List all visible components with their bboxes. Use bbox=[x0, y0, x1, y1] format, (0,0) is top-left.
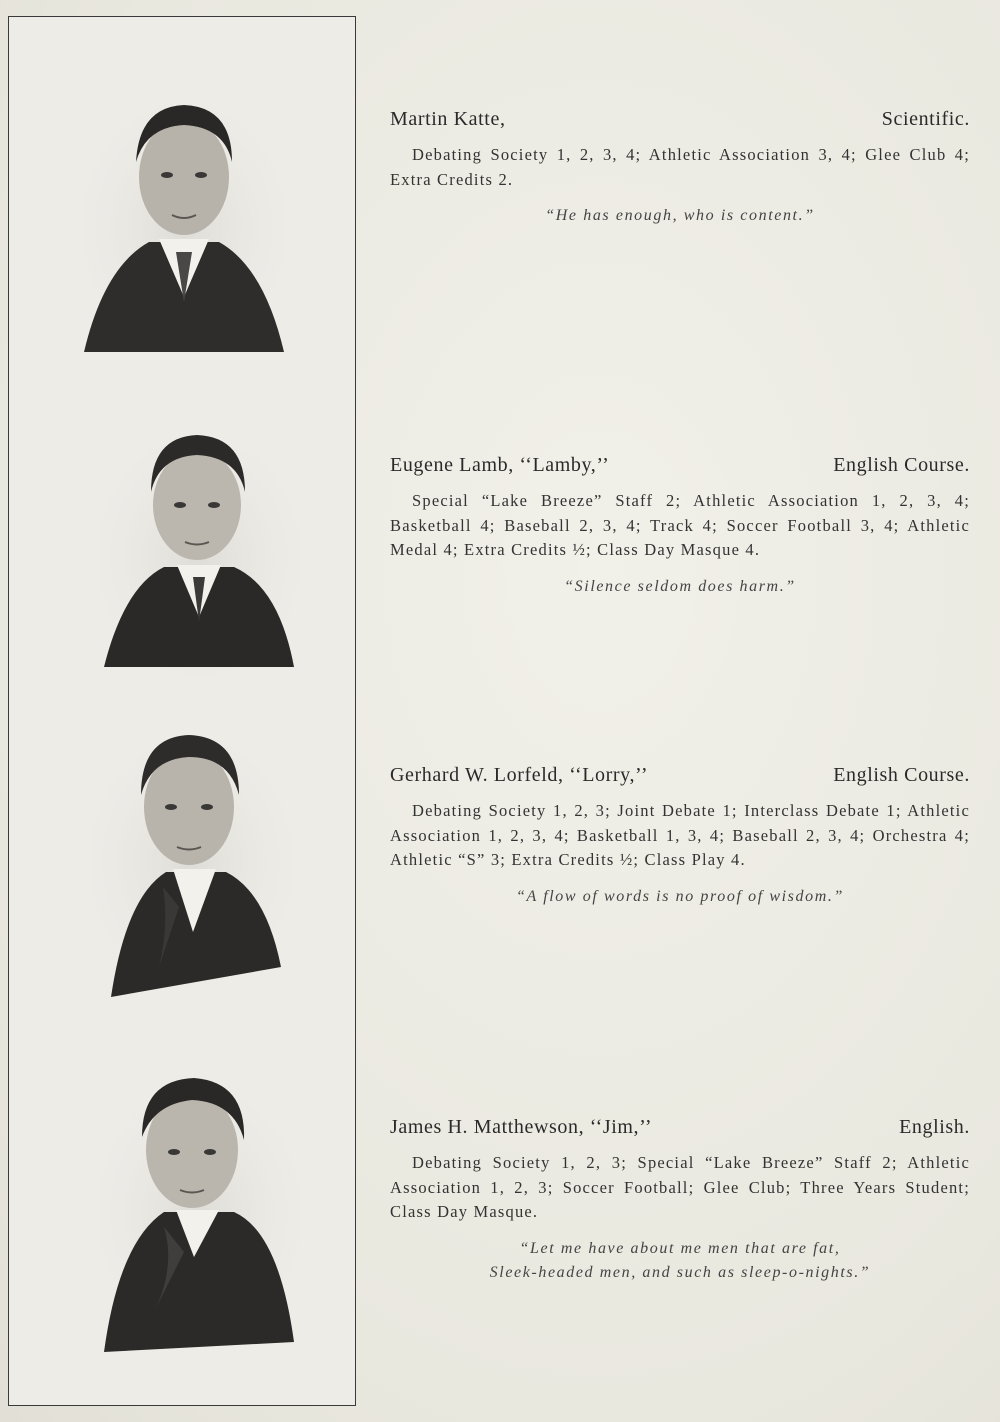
student-course: English Course. bbox=[833, 764, 970, 786]
student-entry-2 bbox=[390, 454, 970, 599]
student-course: English Course. bbox=[833, 454, 970, 476]
portrait-photo-icon bbox=[79, 407, 319, 707]
portrait-photo-1 bbox=[64, 67, 304, 367]
student-name: James H. Matthewson, ‘‘Jim,’’ bbox=[390, 1116, 653, 1138]
student-header bbox=[390, 108, 970, 131]
portrait-photo-icon bbox=[64, 67, 304, 367]
student-name: Eugene Lamb, ‘‘Lamby,’’ bbox=[390, 454, 610, 476]
student-entry-1 bbox=[390, 108, 970, 228]
portrait-panel bbox=[8, 16, 356, 1406]
student-header bbox=[390, 764, 970, 787]
student-header bbox=[390, 454, 970, 477]
portrait-photo-4 bbox=[84, 1052, 324, 1352]
student-entry-4 bbox=[390, 1116, 970, 1285]
student-course: English. bbox=[899, 1116, 970, 1138]
student-activities: Debating Society 1, 2, 3, 4; Athletic Association 3, 4; Glee Club 4; Extra Credits 2. bbox=[390, 145, 970, 189]
portrait-photo-icon bbox=[84, 1052, 324, 1352]
student-activities: Debating Society 1, 2, 3; Joint Debate 1; Interclass Debate 1; Athletic Association 1, 2, 3, 4; Basketball 1, 3, 4; Baseball 2, 3, 4; Orchestra 4; Athletic “S” 3; Extra Credits ½; Class Play 4. bbox=[390, 801, 970, 869]
portrait-photo-3 bbox=[71, 707, 311, 1007]
portrait-photo-2 bbox=[79, 407, 319, 707]
quote-line: Sleek-headed men, and such as sleep-o-nights.” bbox=[489, 1263, 871, 1281]
student-name: Martin Katte, bbox=[390, 108, 506, 130]
student-quote bbox=[390, 1237, 970, 1285]
student-quote bbox=[390, 885, 970, 909]
quote-line: “He has enough, who is content.” bbox=[545, 207, 815, 224]
student-name: Gerhard W. Lorfeld, ‘‘Lorry,’’ bbox=[390, 764, 649, 786]
student-activities: Special “Lake Breeze” Staff 2; Athletic Association 1, 2, 3, 4; Basketball 4; Baseball 2, 3, 4; Track 4; Soccer Football 3, 4; Athletic Medal 4; Extra Credits ½; Class Day Masque 4. bbox=[390, 491, 970, 559]
quote-line: “A flow of words is no proof of wisdom.” bbox=[516, 887, 844, 905]
portrait-photo-icon bbox=[71, 707, 311, 1007]
student-quote bbox=[390, 575, 970, 599]
quote-line: “Let me have about me men that are fat, bbox=[519, 1239, 841, 1257]
student-activities: Debating Society 1, 2, 3; Special “Lake Breeze” Staff 2; Athletic Association 1, 2, 3; Soccer Football; Glee Club; Three Years Student; Class Day Masque. bbox=[390, 1153, 970, 1221]
quote-line: “Silence seldom does harm.” bbox=[564, 577, 796, 595]
student-quote bbox=[390, 204, 970, 228]
student-course: Scientific. bbox=[881, 108, 970, 130]
student-header bbox=[390, 1116, 970, 1139]
student-entry-3 bbox=[390, 764, 970, 909]
